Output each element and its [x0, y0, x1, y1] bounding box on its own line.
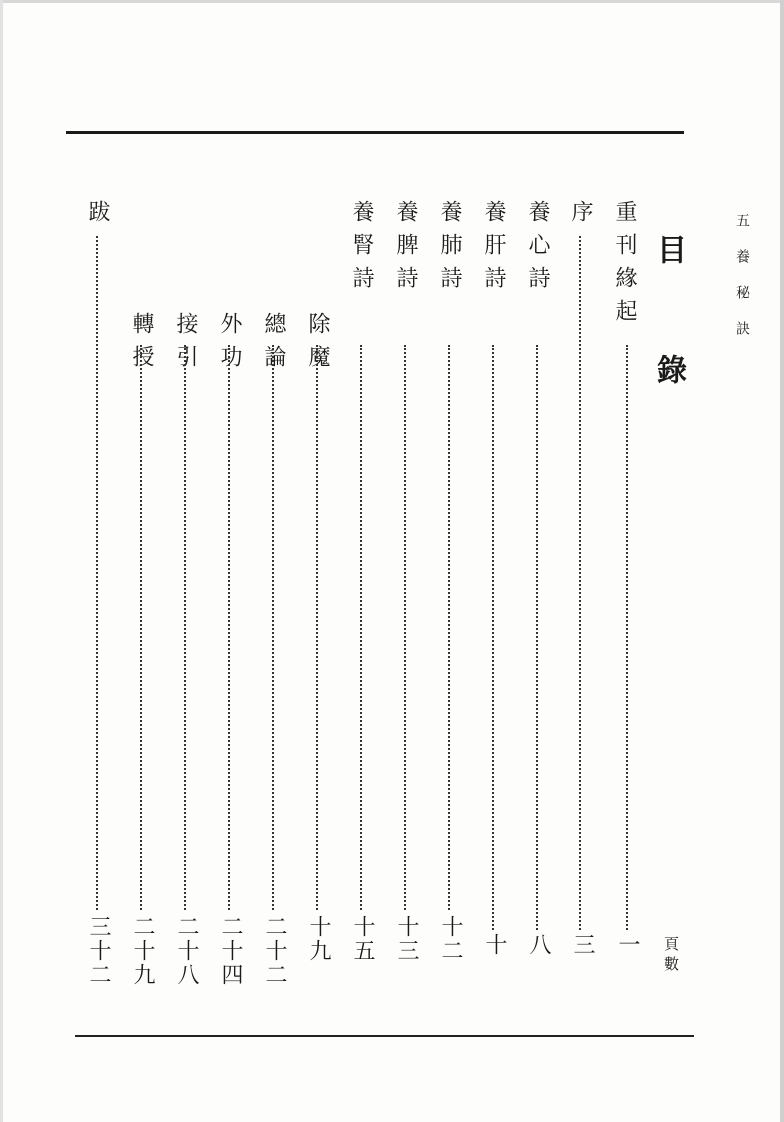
toc-entry-title: 重刊緣起 — [612, 200, 637, 332]
toc-entry-page: 二十二 — [262, 915, 287, 987]
toc-entry-title: 轉授 — [129, 312, 154, 378]
toc-leader — [272, 345, 274, 910]
toc-leader — [316, 345, 318, 910]
page-edge-left — [0, 0, 3, 1122]
page-edge-top — [0, 0, 784, 3]
toc-entry-title: 養脾詩 — [393, 200, 418, 299]
toc-entry-page: 十三 — [394, 915, 419, 963]
toc-leader — [184, 345, 186, 910]
toc-leader — [579, 236, 581, 930]
toc-entry-title: 外功 — [217, 312, 242, 378]
top-rule — [66, 131, 684, 134]
toc-entry-page: 十二 — [438, 915, 463, 963]
toc-leader — [140, 345, 142, 910]
toc-leader — [404, 345, 406, 910]
toc-leader — [626, 345, 628, 930]
toc-entry-page: 十五 — [350, 915, 375, 963]
bottom-rule — [75, 1035, 694, 1037]
toc-entry-title: 序 — [568, 200, 593, 233]
toc-entry-title: 除魔 — [305, 312, 330, 378]
page-edge-right — [780, 0, 784, 1122]
toc-entry-page: 二十四 — [218, 915, 243, 987]
toc-entry-title: 養腎詩 — [349, 200, 374, 299]
toc-leader — [492, 345, 494, 930]
toc-entry-page: 二十九 — [130, 915, 155, 987]
book-side-title: 五養秘訣 — [734, 213, 750, 357]
toc-entry-page: 三 — [570, 933, 595, 957]
toc-entry-title: 養肺詩 — [437, 200, 462, 299]
toc-entry-page: 二十八 — [174, 915, 199, 987]
toc-leader — [228, 345, 230, 910]
toc-entry-title: 養肝詩 — [481, 200, 506, 299]
toc-leader — [360, 345, 362, 910]
toc-entry-title: 養心詩 — [525, 200, 550, 299]
page-column-header: 頁數 — [664, 935, 680, 973]
toc-entry-page: 三十二 — [86, 915, 111, 987]
toc-title: 目錄 — [651, 234, 686, 384]
toc-entry-title: 接引 — [173, 312, 198, 378]
toc-leader — [448, 345, 450, 910]
toc-entry-page: 一 — [615, 933, 640, 957]
toc-entry-page: 十九 — [306, 915, 331, 963]
toc-leader — [536, 345, 538, 930]
toc-entry-title: 總論 — [261, 312, 286, 378]
toc-entry-page: 八 — [526, 933, 551, 957]
toc-entry-title: 跋 — [85, 200, 110, 233]
toc-entry-page: 十 — [482, 933, 507, 957]
toc-leader — [96, 236, 98, 910]
